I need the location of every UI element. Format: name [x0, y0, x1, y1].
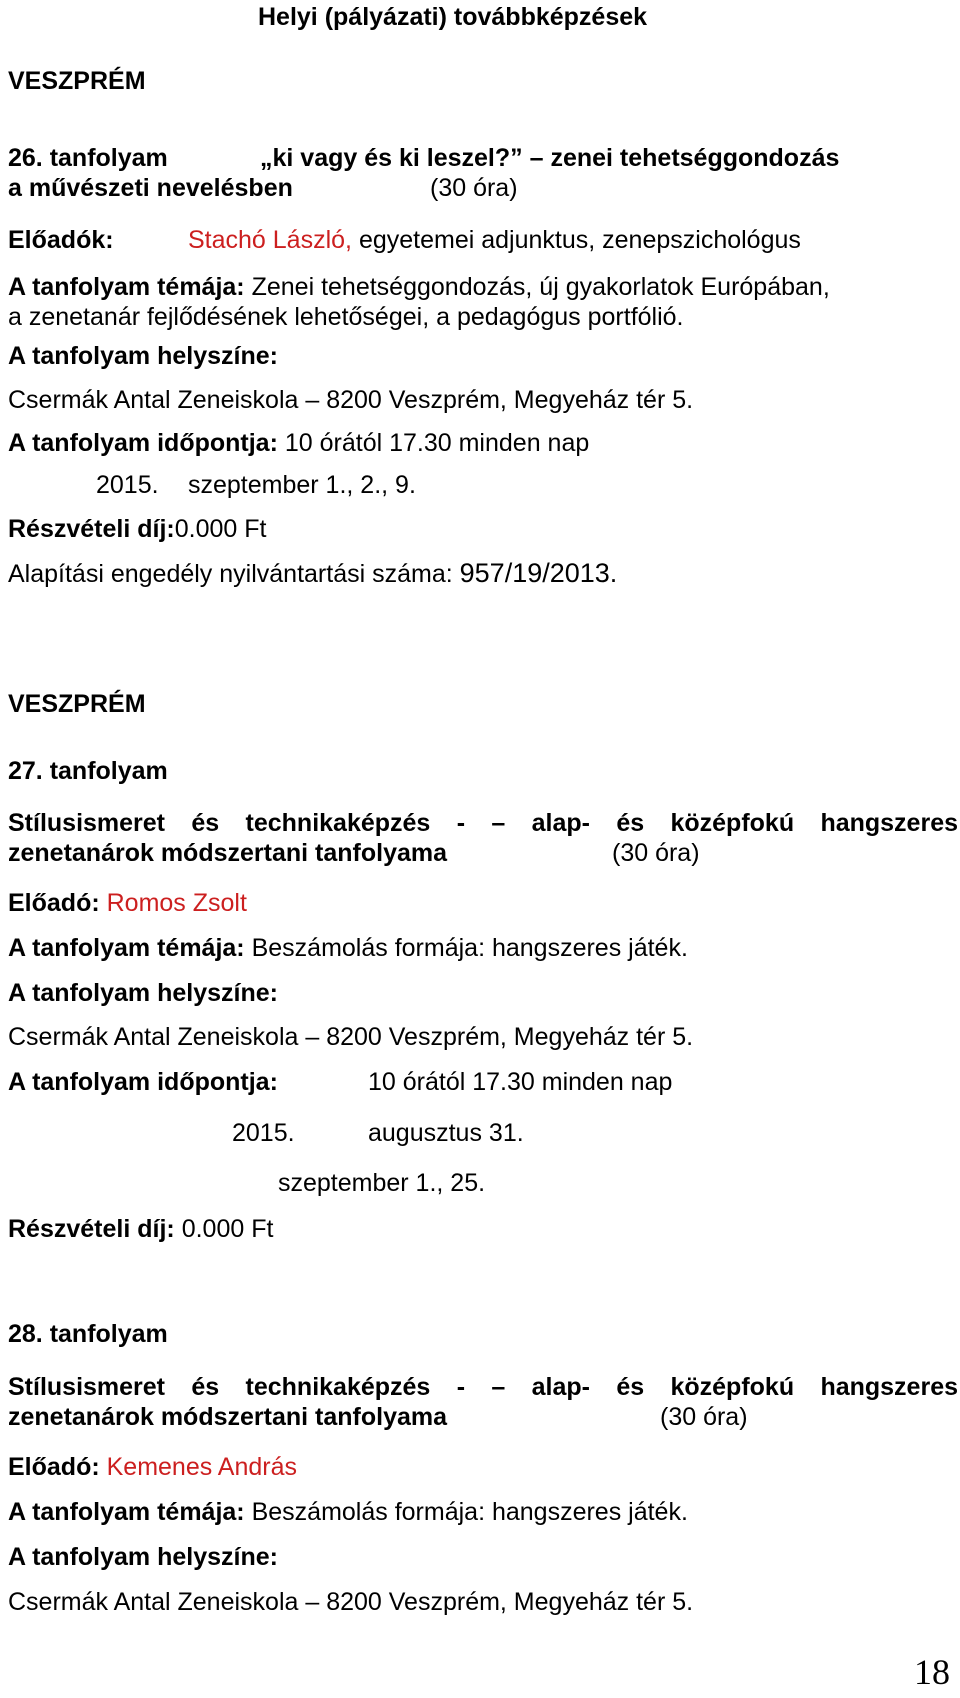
venue-28: Csermák Antal Zeneiskola – 8200 Veszprém, Megyeház tér 5.: [8, 1588, 694, 1616]
city-heading-26: VESZPRÉM: [8, 67, 146, 95]
fee-label-26: Részvételi díj:: [8, 515, 175, 543]
topic-text-26: Zenei tehetséggondozás, új gyakorlatok Európában,: [251, 273, 830, 301]
lecturer-label-28: Előadó:: [8, 1453, 100, 1481]
dates-27-line1: augusztus 31.: [368, 1119, 524, 1147]
title-word: –: [491, 1373, 506, 1401]
title-word: alap-: [531, 1373, 590, 1401]
lecturers-label-26: Előadók:: [8, 226, 114, 254]
dates-26: szeptember 1., 2., 9.: [188, 471, 416, 499]
license-line-26: [8, 558, 617, 589]
course-title-27-line1: [8, 808, 958, 838]
lecturer-title-26: egyetemei adjunktus, zenepszichológus: [358, 226, 801, 254]
venue-26: Csermák Antal Zeneiskola – 8200 Veszprém, Megyeház tér 5.: [8, 386, 694, 414]
topic-26-line1: [8, 272, 830, 302]
time-label-27: A tanfolyam időpontja:: [8, 1068, 278, 1096]
title-word: technikaképzés: [245, 809, 431, 837]
venue-label-26: A tanfolyam helyszíne:: [8, 342, 278, 370]
lecturer-line-28: [8, 1452, 297, 1482]
title-word: és: [191, 1373, 220, 1401]
course-title-26-line2: a művészeti nevelésben: [8, 174, 293, 202]
city-heading-27: VESZPRÉM: [8, 690, 146, 718]
page-title: Helyi (pályázati) továbbképzések: [258, 3, 648, 31]
venue-label-28: A tanfolyam helyszíne:: [8, 1543, 278, 1571]
page-number: 18: [914, 1652, 950, 1692]
title-word: technikaképzés: [245, 1373, 431, 1401]
fee-line-26: [8, 514, 266, 544]
fee-line-27: [8, 1214, 273, 1244]
time-27: 10 órától 17.30 minden nap: [368, 1068, 673, 1096]
fee-27: 0.000 Ft: [181, 1215, 274, 1243]
title-word: hangszeres: [820, 1373, 958, 1401]
topic-label-27: A tanfolyam témája:: [8, 934, 245, 962]
lecturer-name-27: Romos Zsolt: [106, 889, 247, 917]
course-number-26: 26. tanfolyam: [8, 144, 168, 172]
title-word: Stílusismeret: [8, 809, 166, 837]
course-number-28: 28. tanfolyam: [8, 1320, 168, 1348]
topic-27: Beszámolás formája: hangszeres játék.: [251, 934, 688, 962]
time-label-26: A tanfolyam időpontja:: [8, 429, 278, 457]
title-word: hangszeres: [820, 809, 958, 837]
dates-year-27: 2015.: [232, 1119, 295, 1147]
topic-line-28: [8, 1497, 688, 1527]
topic-label-28: A tanfolyam témája:: [8, 1498, 245, 1526]
course-title-28-line1: [8, 1372, 958, 1402]
course-hours-28: (30 óra): [660, 1403, 748, 1431]
title-word: középfokú: [670, 1373, 795, 1401]
topic-26-line2: a zenetanár fejlődésének lehetőségei, a pedagógus portfólió.: [8, 303, 684, 331]
lecturer-line-27: [8, 888, 247, 918]
lecturer-label-27: Előadó:: [8, 889, 100, 917]
title-word: alap-: [531, 809, 590, 837]
course-title-26-line1: „ki vagy és ki leszel?” – zenei tehetséggondozás: [260, 144, 840, 172]
title-word: -: [456, 809, 466, 837]
title-word: és: [616, 809, 645, 837]
topic-label-26: A tanfolyam témája:: [8, 273, 245, 301]
title-word: és: [191, 809, 220, 837]
course-number-27: 27. tanfolyam: [8, 757, 168, 785]
topic-line-27: [8, 933, 688, 963]
title-word: középfokú: [670, 809, 795, 837]
license-number-26: 957/19/2013.: [459, 558, 618, 588]
venue-27: Csermák Antal Zeneiskola – 8200 Veszprém, Megyeház tér 5.: [8, 1023, 694, 1051]
dates-27-line2: szeptember 1., 25.: [278, 1169, 486, 1197]
topic-28: Beszámolás formája: hangszeres játék.: [251, 1498, 688, 1526]
course-hours-27: (30 óra): [612, 839, 700, 867]
course-hours-26: (30 óra): [430, 174, 518, 202]
lecturer-name-26: Stachó László,: [188, 226, 352, 254]
time-26: 10 órától 17.30 minden nap: [284, 429, 590, 457]
venue-label-27: A tanfolyam helyszíne:: [8, 979, 278, 1007]
course-title-28-line2: zenetanárok módszertani tanfolyama: [8, 1403, 448, 1431]
license-label-26: Alapítási engedély nyilvántartási száma:: [8, 560, 453, 588]
lecturer-name-28: Kemenes András: [106, 1453, 298, 1481]
title-word: –: [491, 809, 506, 837]
title-word: -: [456, 1373, 466, 1401]
dates-year-26: 2015.: [96, 471, 159, 499]
time-line-26: [8, 428, 589, 458]
lecturer-line-26: [188, 225, 801, 255]
fee-26: 0.000 Ft: [174, 515, 267, 543]
title-word: és: [616, 1373, 645, 1401]
title-word: Stílusismeret: [8, 1373, 166, 1401]
course-title-27-line2: zenetanárok módszertani tanfolyama: [8, 839, 448, 867]
fee-label-27: Részvételi díj:: [8, 1215, 175, 1243]
